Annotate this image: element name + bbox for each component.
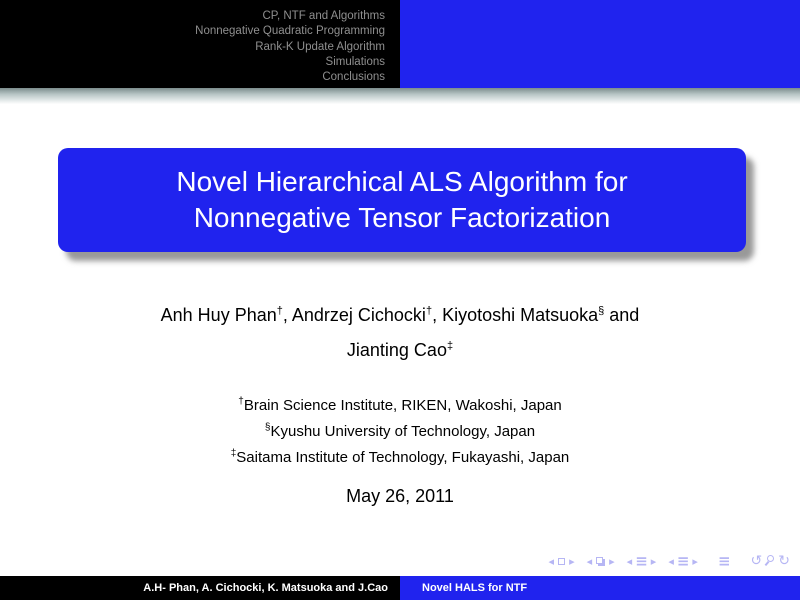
nav-slide-group: [549, 556, 575, 567]
header-section-list: [0, 0, 400, 88]
frame-prev-icon[interactable]: ◂: [586, 554, 593, 568]
header-section-cp-ntf[interactable]: CP, NTF and Algorithms: [262, 10, 385, 22]
nav-frame-group: [587, 556, 615, 567]
affiliation-2-mark: §: [264, 422, 271, 433]
section-next-icon[interactable]: ▸: [692, 554, 698, 568]
affiliation-2: [0, 417, 800, 443]
author-4-affmark: ‡: [446, 340, 454, 352]
header-section-nqp[interactable]: Nonnegative Quadratic Programming: [195, 25, 385, 38]
header-section-rank-k[interactable]: Rank-K Update Algorithm: [255, 40, 385, 53]
go-forward-icon[interactable]: ↻: [778, 553, 790, 569]
footer-authors-panel: [0, 576, 400, 600]
subsection-prev-icon[interactable]: ◂: [626, 554, 633, 568]
affiliation-1-text: Brain Science Institute, RIKEN, Wakoshi, Japan: [243, 397, 562, 414]
slide-icon[interactable]: [558, 558, 565, 565]
author-3-affmark: §: [598, 305, 605, 317]
header-bar: [0, 0, 800, 88]
header-section-conclusions[interactable]: Conclusions: [322, 71, 385, 84]
presentation-date: May 26, 2011: [346, 486, 454, 506]
header-shadow: [0, 88, 800, 105]
author-1-affmark: †: [276, 305, 283, 317]
slide-title-line2: Nonnegative Tensor Factorization: [193, 202, 611, 233]
authors-line1: [0, 296, 800, 331]
footer-title-short: Novel HALS for NTF: [422, 582, 528, 594]
author-1-name: Anh Huy Phan: [160, 305, 277, 325]
presentation-icon[interactable]: ≡: [717, 551, 731, 570]
nav-section-group: [668, 551, 698, 570]
footer-authors-short: A.H- Phan, A. Cichocki, K. Matsuoka and J.Cao: [143, 582, 388, 594]
nav-history-group: [751, 554, 790, 568]
section-prev-icon[interactable]: ◂: [668, 554, 674, 568]
authors-block: [0, 296, 800, 366]
frame-icon[interactable]: [596, 557, 603, 564]
slide-title-box: [58, 148, 746, 252]
header-section-simulations[interactable]: Simulations: [325, 55, 385, 68]
frame-next-icon[interactable]: ▸: [609, 554, 615, 568]
author-1-sep: ,: [282, 305, 292, 325]
header-blue-panel: [400, 0, 800, 88]
affiliations-block: [0, 391, 800, 469]
footer-bar: [0, 576, 800, 600]
go-back-icon[interactable]: ↺: [750, 553, 763, 569]
affiliation-1-mark: †: [238, 396, 244, 407]
author-3-sep: and: [604, 305, 640, 325]
find-icon[interactable]: [765, 555, 775, 567]
author-2-affmark: †: [425, 305, 433, 317]
subsection-icon[interactable]: ≡: [635, 551, 648, 570]
authors-line2: [0, 331, 800, 366]
nav-presentation-group: [717, 551, 731, 570]
affiliation-3-text: Saitama Institute of Technology, Fukayashi, Japan: [236, 449, 570, 466]
author-2-sep: ,: [432, 305, 443, 325]
beamer-nav-symbols: [549, 552, 790, 570]
author-3-name: Kiyotoshi Matsuoka: [442, 305, 599, 325]
affiliation-1: [0, 391, 800, 417]
subsection-next-icon[interactable]: ▸: [650, 554, 657, 568]
author-2-name: Andrzej Cichocki: [291, 305, 426, 325]
affiliation-3-mark: ‡: [230, 448, 237, 459]
section-icon[interactable]: ≡: [676, 551, 690, 570]
slide-prev-icon[interactable]: ◂: [548, 554, 555, 568]
affiliation-3: [0, 443, 800, 469]
affiliation-2-text: Kyushu University of Technology, Japan: [270, 423, 536, 440]
nav-subsection-group: [626, 551, 657, 570]
author-4-name: Jianting Cao: [346, 340, 447, 360]
slide-title-line1: Novel Hierarchical ALS Algorithm for: [176, 166, 628, 197]
slide-next-icon[interactable]: ▸: [569, 554, 575, 568]
footer-title-panel: [400, 576, 800, 600]
